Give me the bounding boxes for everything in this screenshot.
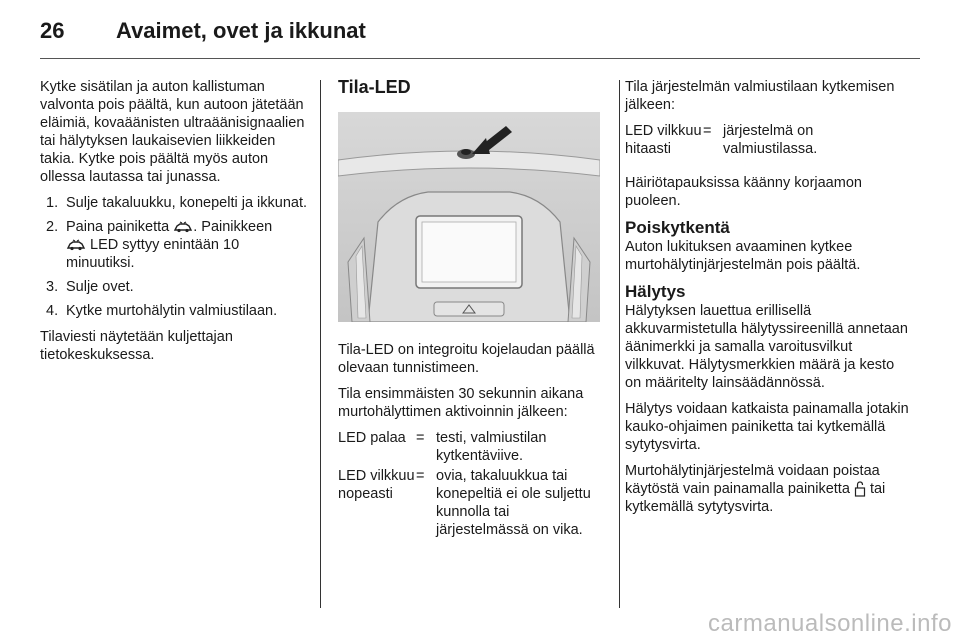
led-term: LED vilkkuu nopeasti [338, 468, 415, 502]
steps-list [40, 194, 308, 320]
step-item: 4. Kytke murtohälytin valmiustilaan. [46, 303, 278, 319]
watermark: carmanualsonline.info [708, 610, 952, 637]
step-item: 2. Paina painiketta . Painikkeen LED syttyy enintään 10 minuutiksi. [46, 219, 273, 271]
led-equals: = [416, 468, 425, 484]
step-item: 1. Sulje takaluukku, konepelti ja ikkunat. [46, 195, 308, 211]
section-heading-tila-led: Tila-LED [338, 77, 411, 97]
halytys-paragraph-1: Hälytyksen lauettua erillisellä akkuvarmistetulla hälytyssireenillä annetaan äänimerkki ja samalla varoitusvilkut vilkkuvat. Hälytysmerkkien määrä ja kesto on määritelty lainsäädännössä. [625, 303, 908, 391]
unlock-icon [854, 481, 866, 497]
step-item: 3. Sulje ovet. [46, 279, 134, 295]
halytys-paragraph-3: Murtohälytinjärjestelmä voidaan poistaa käytöstä vain painamalla painiketta tai kytkemällä sytytysvirta. [625, 463, 886, 515]
poiskytkenta-paragraph: Auton lukituksen avaaminen kytkee murtohälytinjärjestelmän pois päältä. [625, 239, 861, 273]
header-divider [40, 58, 920, 59]
outro-paragraph: Tilaviesti näytetään kuljettajan tietokeskuksessa. [40, 329, 233, 363]
car-alarm-icon [66, 239, 86, 251]
page-number: 26 [40, 18, 65, 43]
armed-status-intro: Tila järjestelmän valmiustilaan kytkemisen jälkeen: [625, 79, 895, 113]
column-3 [625, 78, 910, 524]
page-header [40, 14, 920, 54]
dashboard-illustration [338, 112, 600, 322]
heading-halytys: Hälytys [625, 282, 686, 301]
figure-caption: Tila-LED on integroitu kojelaudan päällä olevaan tunnistimeen. [338, 342, 595, 376]
led-term: LED palaa [338, 430, 406, 446]
led-desc: järjestelmä on valmiustilassa. [723, 123, 818, 157]
column-divider-1 [320, 80, 321, 608]
heading-poiskytkenta: Poiskytkentä [625, 218, 730, 237]
led-desc: ovia, takaluukkua tai konepeltiä ei ole suljettu kunnolla tai järjestelmässä on vika. [436, 468, 591, 538]
column-2 [338, 78, 606, 555]
led-armed-table [625, 122, 910, 160]
fault-paragraph: Häiriötapauksissa käänny korjaamon puoleen. [625, 175, 862, 209]
page-title: Avaimet, ovet ja ikkunat [116, 18, 366, 43]
car-alarm-icon [173, 221, 193, 233]
led-equals: = [703, 123, 712, 139]
led-term: LED vilkkuu hitaasti [625, 123, 702, 157]
led-desc: testi, valmiustilan kytkentäviive. [436, 430, 547, 464]
column-divider-2 [619, 80, 620, 608]
column-1 [40, 78, 308, 372]
led-status-table [338, 429, 606, 541]
status-intro: Tila ensimmäisten 30 sekunnin aikana murtohälyttimen aktivoinnin jälkeen: [338, 386, 584, 420]
halytys-paragraph-2: Hälytys voidaan katkaista painamalla jotakin kauko-ohjaimen painiketta tai kytkemällä sytytysvirta. [625, 401, 909, 453]
led-equals: = [416, 430, 425, 446]
intro-paragraph: Kytke sisätilan ja auton kallistuman valvonta pois päältä, kun autoon jätetään eläimiä, kovaäänisten ultraäänisignaalien tai hälytyksen laukaisevien liikkeiden takia. Kytke pois päältä myös auton ollessa lautassa tai junassa. [40, 79, 305, 185]
